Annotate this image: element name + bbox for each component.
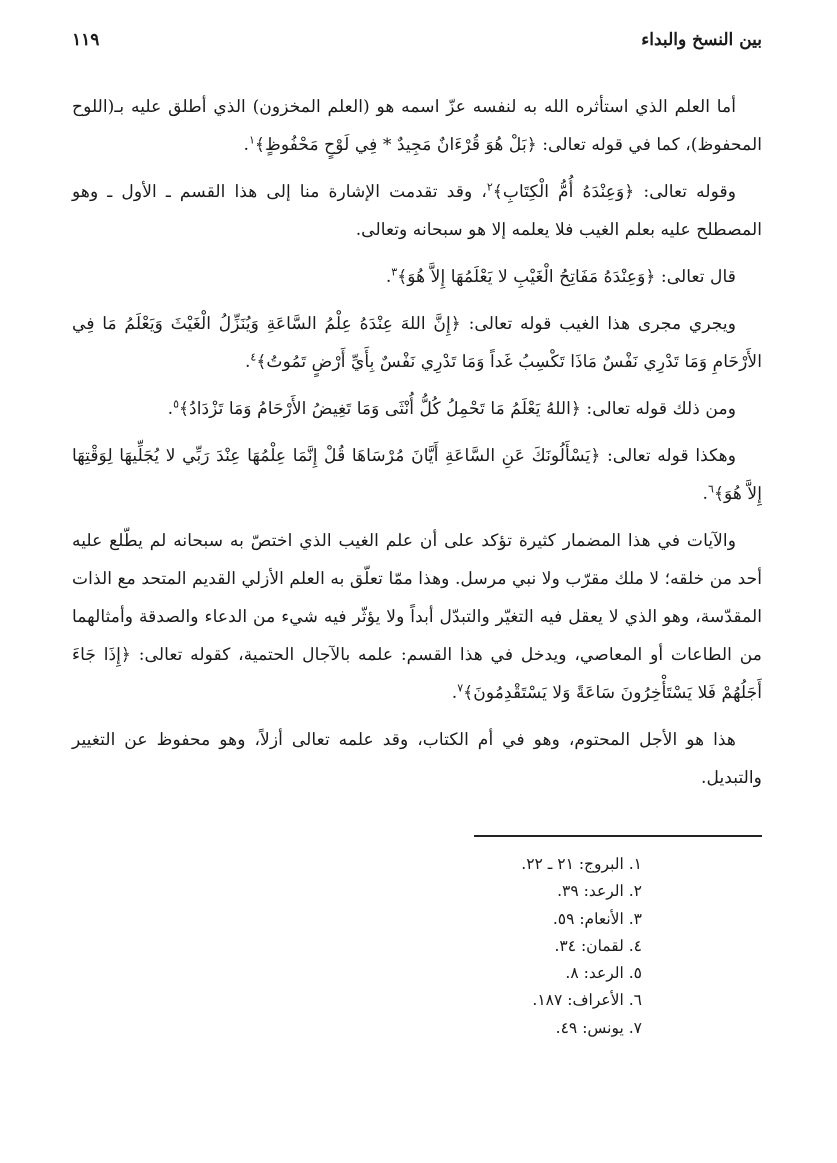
footnote-item: ٢. الرعد: ٣٩. xyxy=(557,882,642,901)
paragraph-text-tail: . xyxy=(244,352,251,372)
paragraph-text-tail: . xyxy=(167,399,174,419)
page-number: ١١٩ xyxy=(72,30,100,50)
paragraph xyxy=(72,721,762,797)
footnote-ref: ٧ xyxy=(457,681,464,695)
running-title: بين النسخ والبداء xyxy=(641,30,762,50)
paragraph-text: قال تعالى: ﴿وَعِنْدَهُ مَفَاتِحُ الْغَيْبِ لا يَعْلَمُهَا إِلاَّ هُوَ﴾ xyxy=(397,267,736,287)
paragraph-text-tail: ، وقد تقدمت الإشارة منا إلى هذا القسم ـ الأول ـ وهو المصطلح عليه بعلم الغيب فلا يعلمه إلا هو سبحانه وتعالى. xyxy=(72,182,762,240)
paragraph xyxy=(72,258,762,296)
footnote-item: ٦. الأعراف: ١٨٧. xyxy=(532,991,642,1010)
paragraph-text-tail: . xyxy=(451,683,458,703)
paragraph xyxy=(72,173,762,249)
paragraph-text: ويجري مجرى هذا الغيب قوله تعالى: ﴿إِنَّ اللهَ عِنْدَهُ عِلْمُ السَّاعَةِ وَيُنَزِّلُ الْغَيْثَ وَيَعْلَمُ مَا فِي الأَرْحَامِ وَمَا تَدْرِي نَفْسٌ مَاذَا تَكْسِبُ غَداً وَمَا تَدْرِي نَفْسٌ بِأَيِّ أَرْضٍ تَمُوتُ﴾ xyxy=(72,314,762,372)
footnote-item: ٧. يونس: ٤٩. xyxy=(555,1018,642,1037)
paragraph xyxy=(72,522,762,712)
paragraph-text-tail: . xyxy=(702,484,709,504)
paragraph-text: أما العلم الذي استأثره الله به لنفسه عزّ اسمه هو (العلم المخزون) الذي أطلق عليه بـ(اللوح المحفوظ)، كما في قوله تعالى: ﴿بَلْ هُوَ قُرْءَانٌ مَجِيدٌ * فِي لَوْحٍ مَحْفُوظٍ﴾ xyxy=(72,97,762,155)
paragraph xyxy=(72,88,762,164)
paragraph-text: هذا هو الأجل المحتوم، وهو في أم الكتاب، وقد علمه تعالى أزلاً، وهو محفوظ عن التغيير والتبديل. xyxy=(72,730,762,788)
footnote-ref: ٣ xyxy=(391,265,398,279)
footnote-separator xyxy=(474,835,762,837)
footnote-item: ٤. لقمان: ٣٤. xyxy=(554,936,642,955)
paragraph xyxy=(72,437,762,513)
footnote-item: ٥. الرعد: ٨. xyxy=(565,964,642,983)
paragraph xyxy=(72,305,762,381)
footnote-ref: ٥ xyxy=(173,397,179,411)
body-text xyxy=(72,88,762,797)
paragraph-text: والآيات في هذا المضمار كثيرة تؤكد على أن علم الغيب الذي اختصّ به سبحانه لم يطّلع عليه أحد من خلقه؛ لا ملك مقرّب ولا نبي مرسل. وهذا ممّا تعلّق به العلم الأزلي القديم المتحد مع الذات المقدّسة، وهو الذي لا يعقل فيه التغيّر والتبدّل أبداً ولا يؤثّر فيه شيء من الدعاء والصدقة وأمثالهما من الطاعات أو المعاصي، ويدخل في هذا القسم: علمه بالآجال الحتمية، كقوله تعالى: ﴿إِذَا جَاءَ أَجَلُهُمْ فَلا يَسْتَأْخِرُونَ سَاعَةً وَلا يَسْتَقْدِمُونَ﴾ xyxy=(72,531,762,703)
footnotes-list xyxy=(72,851,762,1042)
paragraph-text-tail: . xyxy=(385,267,392,287)
running-header xyxy=(72,30,762,62)
paragraph-text: وقوله تعالى: ﴿وَعِنْدَهُ أُمُّ الْكِتَابِ﴾ xyxy=(492,182,736,202)
paragraph xyxy=(72,390,762,428)
footnote-item: ١. البروج: ٢١ ـ ٢٢. xyxy=(521,855,642,873)
paragraph-text: وهكذا قوله تعالى: ﴿يَسْأَلُونَكَ عَنِ السَّاعَةِ أَيَّانَ مُرْسَاهَا قُلْ إِنَّمَا عِلْمُهَا عِنْدَ رَبِّي لا يُجَلِّيهَا لِوَقْتِهَا إِلاَّ هُوَ﴾ xyxy=(72,446,762,504)
footnote-item: ٣. الأنعام: ٥٩. xyxy=(552,909,642,928)
paragraph-text-tail: . xyxy=(243,135,249,155)
footnote-ref: ٦ xyxy=(708,482,714,496)
footnote-ref: ٤ xyxy=(250,350,257,364)
book-page xyxy=(72,30,762,1042)
footnote-ref: ٢ xyxy=(486,180,493,194)
paragraph-text: ومن ذلك قوله تعالى: ﴿اللهُ يَعْلَمُ مَا تَحْمِلُ كُلُّ أُنْثَى وَمَا تَغِيضُ الأَرْحَامُ وَمَا تَزْدَادُ﴾ xyxy=(178,399,736,419)
footnote-ref: ١ xyxy=(248,133,255,147)
